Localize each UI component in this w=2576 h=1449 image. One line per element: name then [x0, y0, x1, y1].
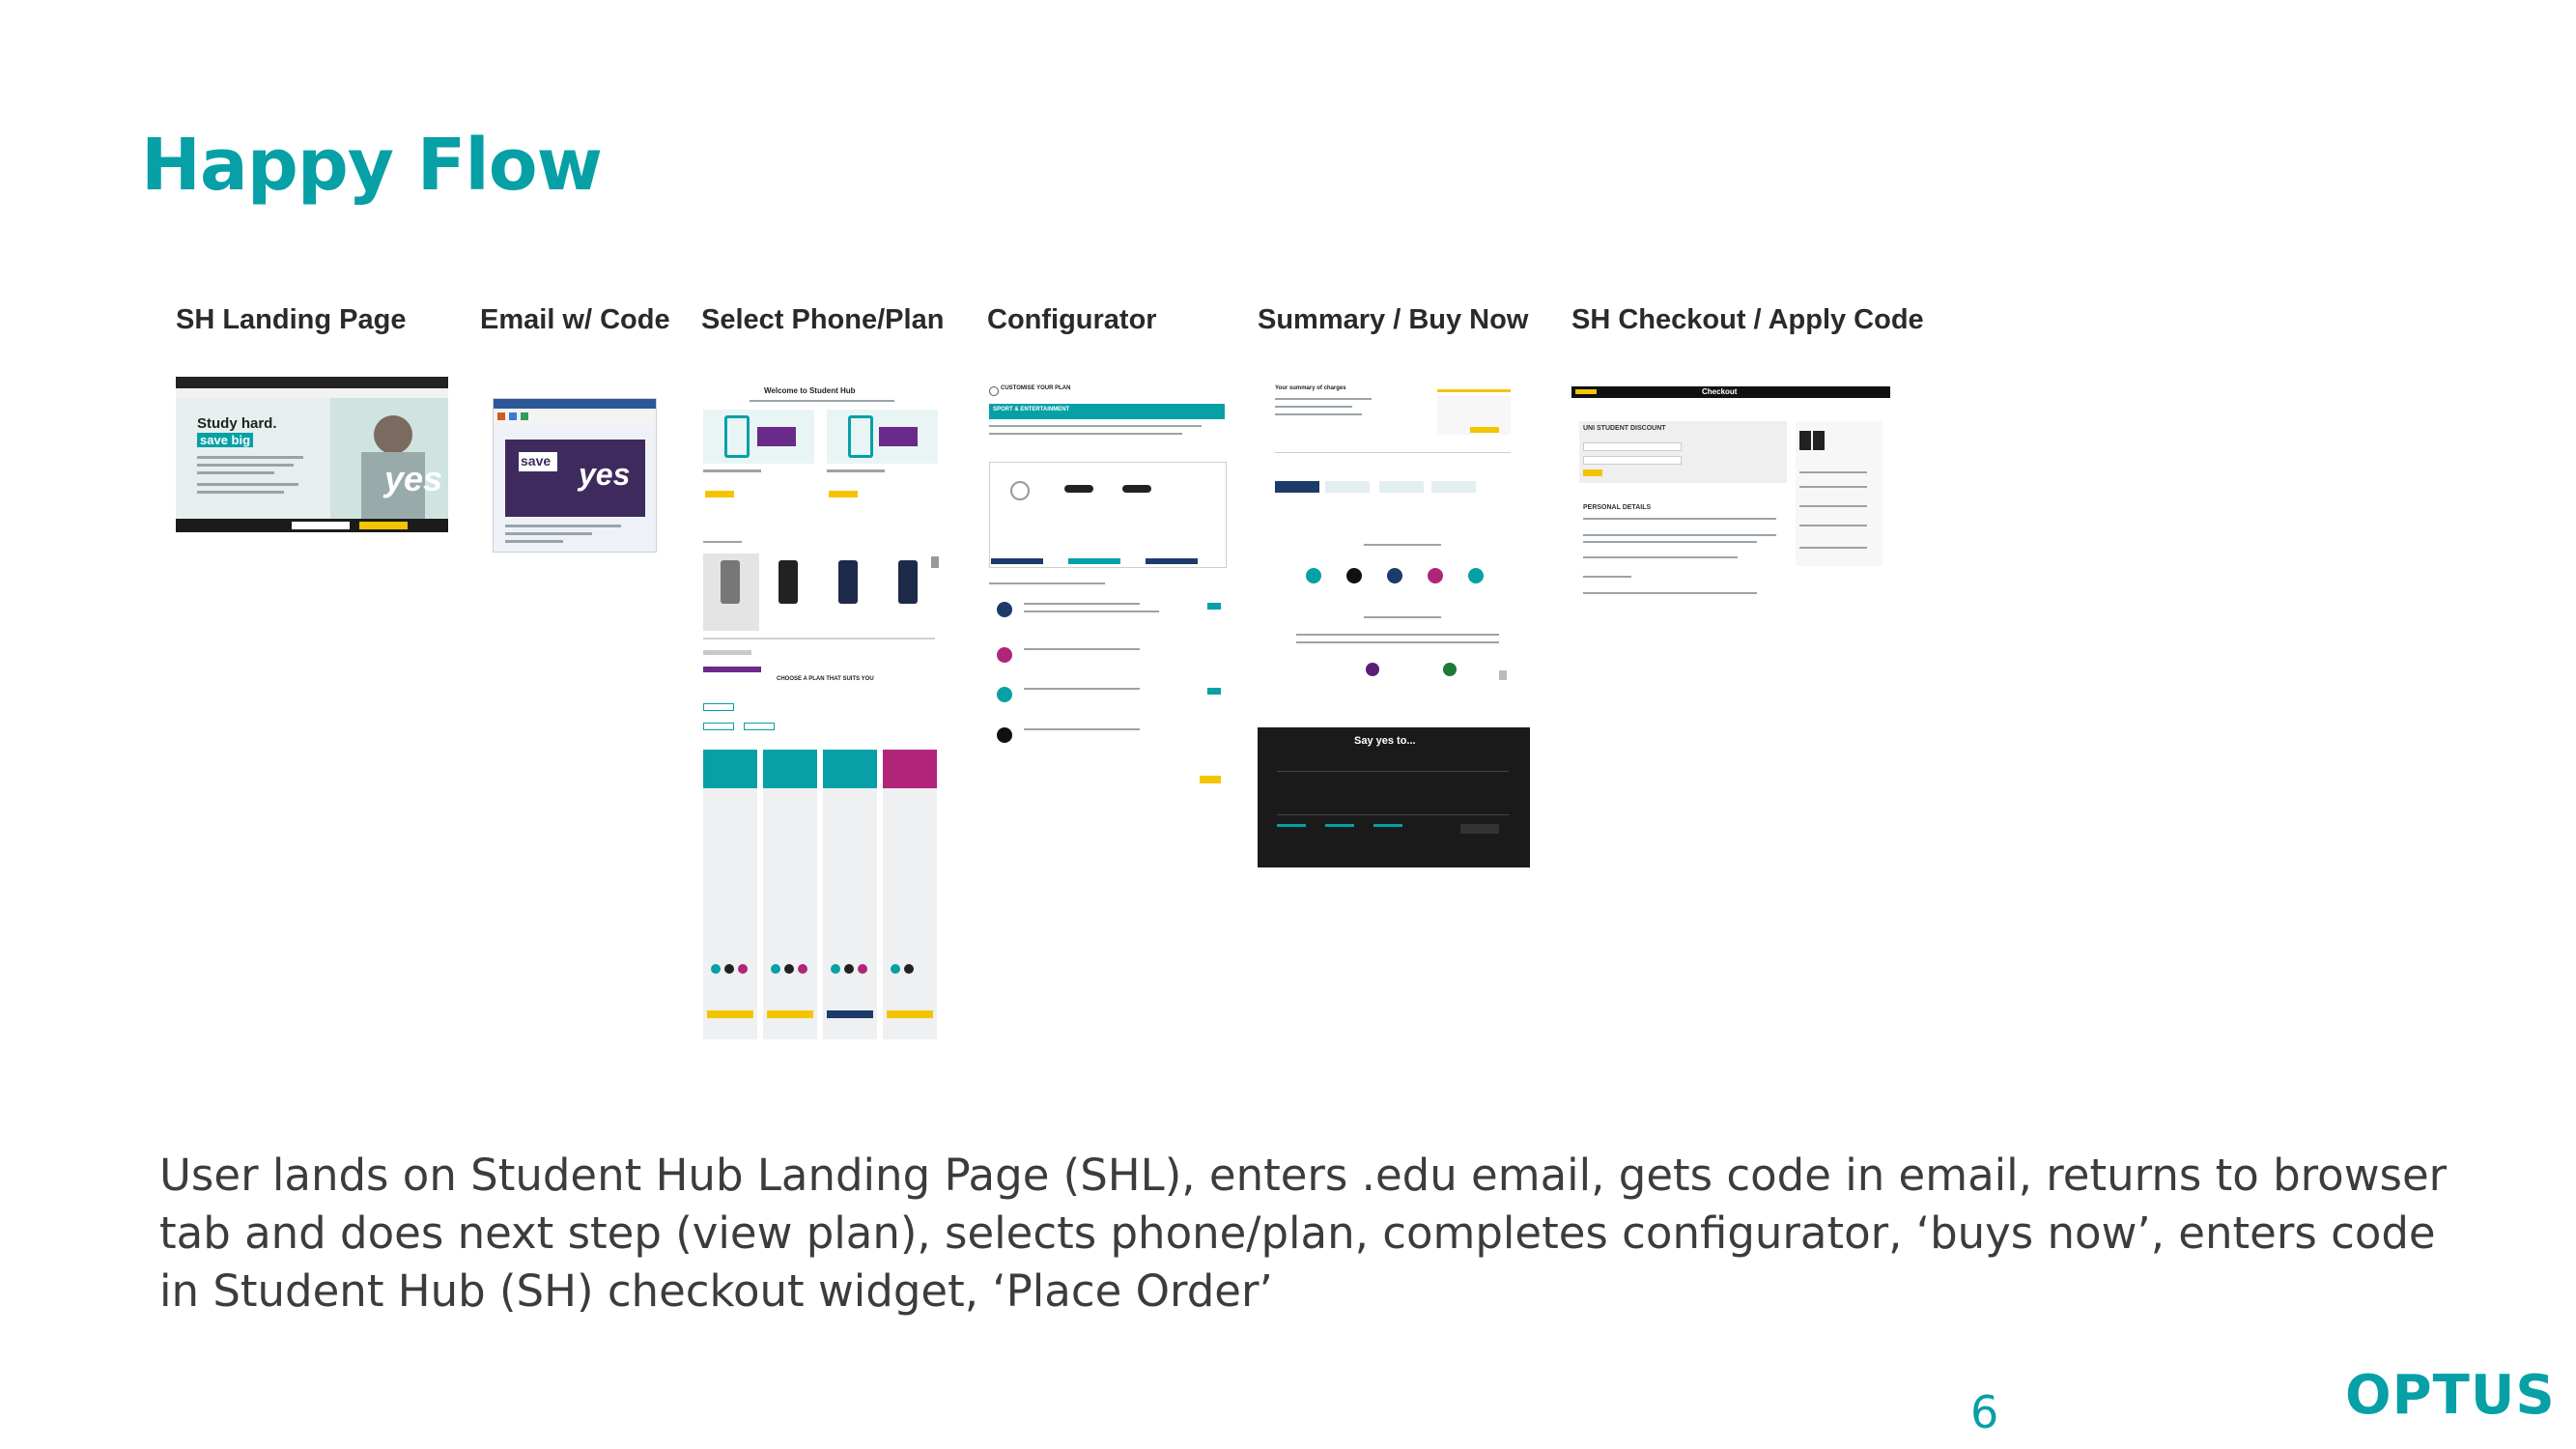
config-section: SPORT & ENTERTAINMENT — [993, 407, 1070, 412]
step-label-select: Select Phone/Plan — [701, 304, 945, 335]
flow-description: User lands on Student Hub Landing Page (SHL), enters .edu email, gets code in email, returns to browser tab and does next step (view plan), selects phone/plan, completes configurator, ‘buys now’, enters code in Student Hub (SH) checkout widget, ‘Place Order’ — [159, 1150, 2448, 1317]
landing-cta: save big — [197, 433, 253, 447]
step-label-checkout: SH Checkout / Apply Code — [1571, 304, 1924, 335]
yes-logo: yes — [384, 459, 443, 498]
landing-headline: Study hard. — [197, 415, 277, 432]
step-label-configurator: Configurator — [987, 304, 1157, 335]
thumbnail-checkout — [1571, 384, 1890, 607]
thumbnail-summary — [1258, 384, 1530, 867]
select-heading: Welcome to Student Hub — [764, 386, 856, 395]
checkout-header: Checkout — [1702, 387, 1738, 396]
step-label-email: Email w/ Code — [480, 304, 670, 335]
slide-title: Happy Flow — [141, 124, 602, 207]
checkout-discount: UNI STUDENT DISCOUNT — [1583, 425, 1666, 432]
email-yes-logo: yes — [579, 457, 631, 492]
summary-footer-text: Say yes to... — [1354, 735, 1416, 747]
thumbnail-email — [493, 398, 657, 553]
plans-heading: CHOOSE A PLAN THAT SUITS YOU — [777, 676, 874, 682]
email-banner-text: save — [521, 453, 552, 469]
summary-heading: Your summary of charges — [1275, 385, 1346, 391]
page-number: 6 — [1970, 1386, 1999, 1438]
step-label-summary: Summary / Buy Now — [1258, 304, 1529, 335]
optus-logo: OPTUS — [2345, 1364, 2556, 1427]
thumbnail-landing-page — [176, 377, 448, 532]
thumbnail-select-phone-plan — [701, 384, 941, 1058]
checkout-personal: PERSONAL DETAILS — [1583, 504, 1652, 511]
step-label-landing: SH Landing Page — [176, 304, 407, 335]
config-heading: CUSTOMISE YOUR PLAN — [1001, 385, 1071, 391]
thumbnail-configurator — [987, 384, 1227, 795]
